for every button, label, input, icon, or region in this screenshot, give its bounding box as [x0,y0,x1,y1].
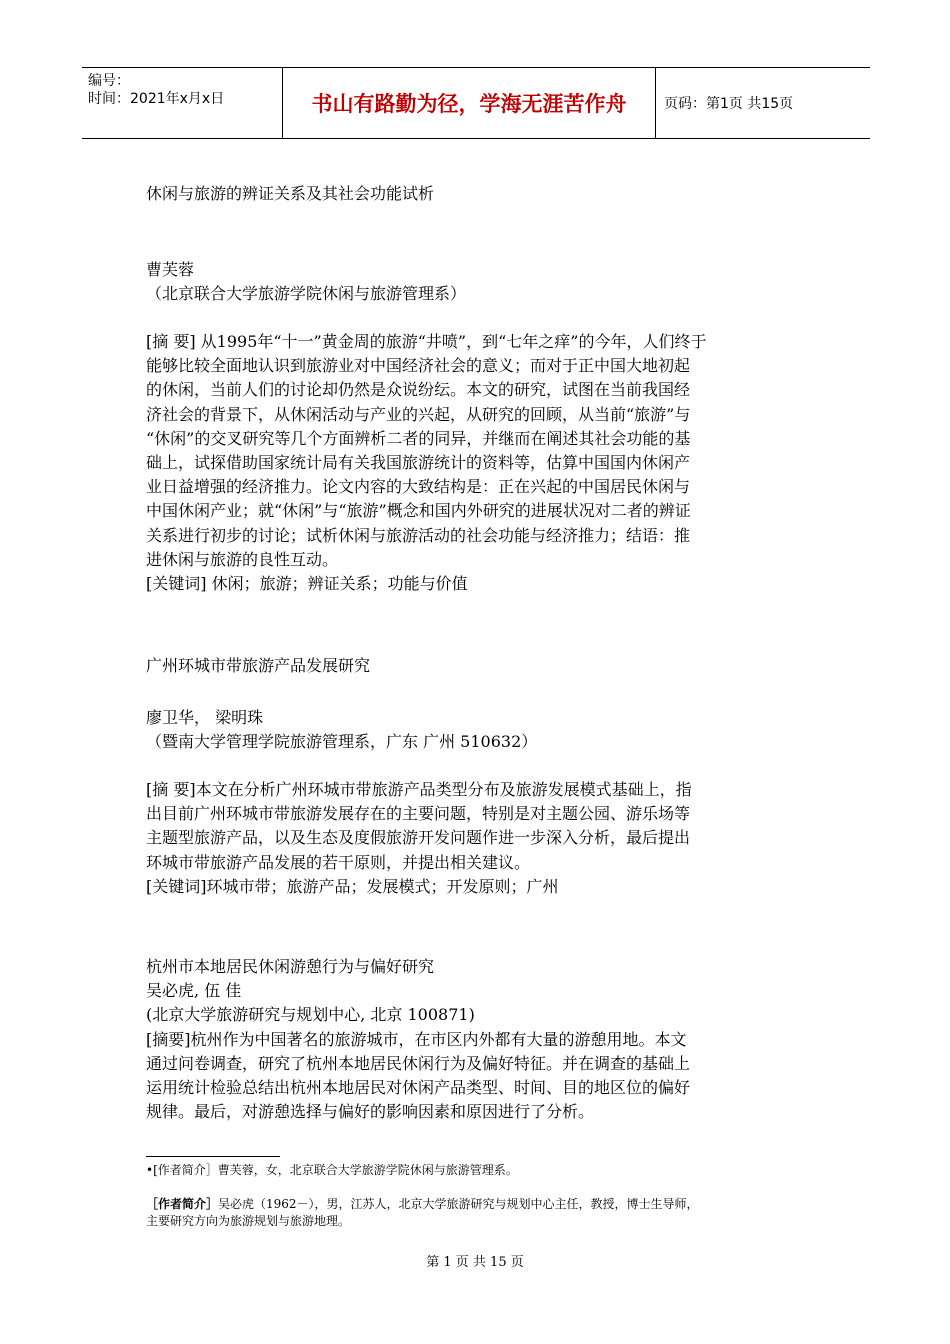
article2-keywords: [关键词]环城市带；旅游产品；发展模式；开发原则；广州 [146,876,559,896]
header-meta [82,68,282,138]
article3-title: 杭州市本地居民休闲游憩行为与偏好研究 [146,957,435,976]
article2-authors: 廖卫华， 梁明珠 [146,708,264,727]
abstract-line: 中国休闲产业；就“休闲”与“旅游”概念和国内外研究的进展状况对二者的辨证 [146,501,691,521]
header-motto: 书山有路勤为径，学海无涯苦作舟 [282,68,656,138]
footnote-1: •[作者简介］曹芙蓉，女，北京联合大学旅游学院休闲与旅游管理系。 [146,1163,518,1177]
article3-affiliation: (北京大学旅游研究与规划中心, 北京 100871) [146,1005,475,1025]
abstract-line: [摘 要] 从1995年“十一”黄金周的旅游“井喷”，到“七年之痒”的今年，人们终于 [146,332,707,351]
header-page-info: 页码：第1页 共15页 [664,96,794,112]
abstract-line: 通过问卷调查，研究了杭州本地居民休闲行为及偏好特征。并在调查的基础上 [146,1053,691,1073]
article1-affiliation: （北京联合大学旅游学院休闲与旅游管理系） [146,284,467,303]
article1-abstract [146,330,806,596]
abstract-line: 环城市带旅游产品发展的若干原则，并提出相关建议。 [146,852,531,872]
abstract-line: 规律。最后，对游憩选择与偏好的影响因素和原因进行了分析。 [146,1102,595,1122]
article1-title: 休闲与旅游的辨证关系及其社会功能试析 [146,184,435,203]
abstract-line: 济社会的背景下，从休闲活动与产业的兴起，从研究的回顾，从当前“旅游”与 [146,404,691,424]
time-label: 时间：2021年x月x日 [88,91,225,107]
footnote-2-label: ［作者简介］ [146,1197,219,1211]
abstract-line: 运用统计检验总结出杭州本地居民对休闲产品类型、时间、目的地区位的偏好 [146,1078,691,1098]
abstract-line: “休闲”的交叉研究等几个方面辨析二者的同异，并继而在阐述其社会功能的基 [146,428,691,448]
abstract-line: 能够比较全面地认识到旅游业对中国经济社会的意义；而对于正中国大地初起 [146,356,691,376]
footnote-2 [146,1196,699,1230]
article1-author: 曹芙蓉 [146,260,195,279]
abstract-line: 出目前广州环城市带旅游发展存在的主要问题，特别是对主题公园、游乐场等 [146,804,691,824]
abstract-line: 关系进行初步的讨论；试析休闲与旅游活动的社会功能与经济推力；结语：推 [146,525,691,545]
article2-affiliation: （暨南大学管理学院旅游管理系，广东 广州 510632） [146,732,538,751]
page-header [82,67,870,139]
abstract-line: [摘 要]本文在分析广州环城市带旅游产品类型分布及旅游发展模式基础上，指 [146,780,692,799]
abstract-line: 主题型旅游产品，以及生态及度假旅游开发问题作进一步深入分析，最后提出 [146,828,691,848]
article3 [146,955,806,1124]
page-footer: 第 1 页 共 15 页 [426,1255,524,1270]
article2-title: 广州环城市带旅游产品发展研究 [146,656,371,675]
number-label: 编号： [88,73,130,89]
footnote-2-line1: 吴必虎（1962－），男，江苏人，北京大学旅游研究与规划中心主任，教授，博士生导师， [218,1197,699,1211]
article1-keywords: [关键词] 休闲；旅游；辨证关系；功能与价值 [146,574,468,594]
abstract-line: 的休闲，当前人们的讨论却仍然是众说纷纭。本文的研究，试图在当前我国经 [146,380,691,400]
footnote-2-line2: 主要研究方向为旅游规划与旅游地理。 [146,1214,351,1228]
article3-authors: 吴必虎, 伍 佳 [146,981,242,1001]
article2-abstract [146,778,806,899]
footnote-separator [146,1156,280,1157]
abstract-line: [摘要]杭州作为中国著名的旅游城市，在市区内外都有大量的游憩用地。本文 [146,1029,687,1049]
abstract-line: 业日益增强的经济推力。论文内容的大致结构是：正在兴起的中国居民休闲与 [146,477,691,497]
abstract-line: 进休闲与旅游的良性互动。 [146,549,339,569]
abstract-line: 础上，试探借助国家统计局有关我国旅游统计的资料等，估算中国国内休闲产 [146,453,691,473]
